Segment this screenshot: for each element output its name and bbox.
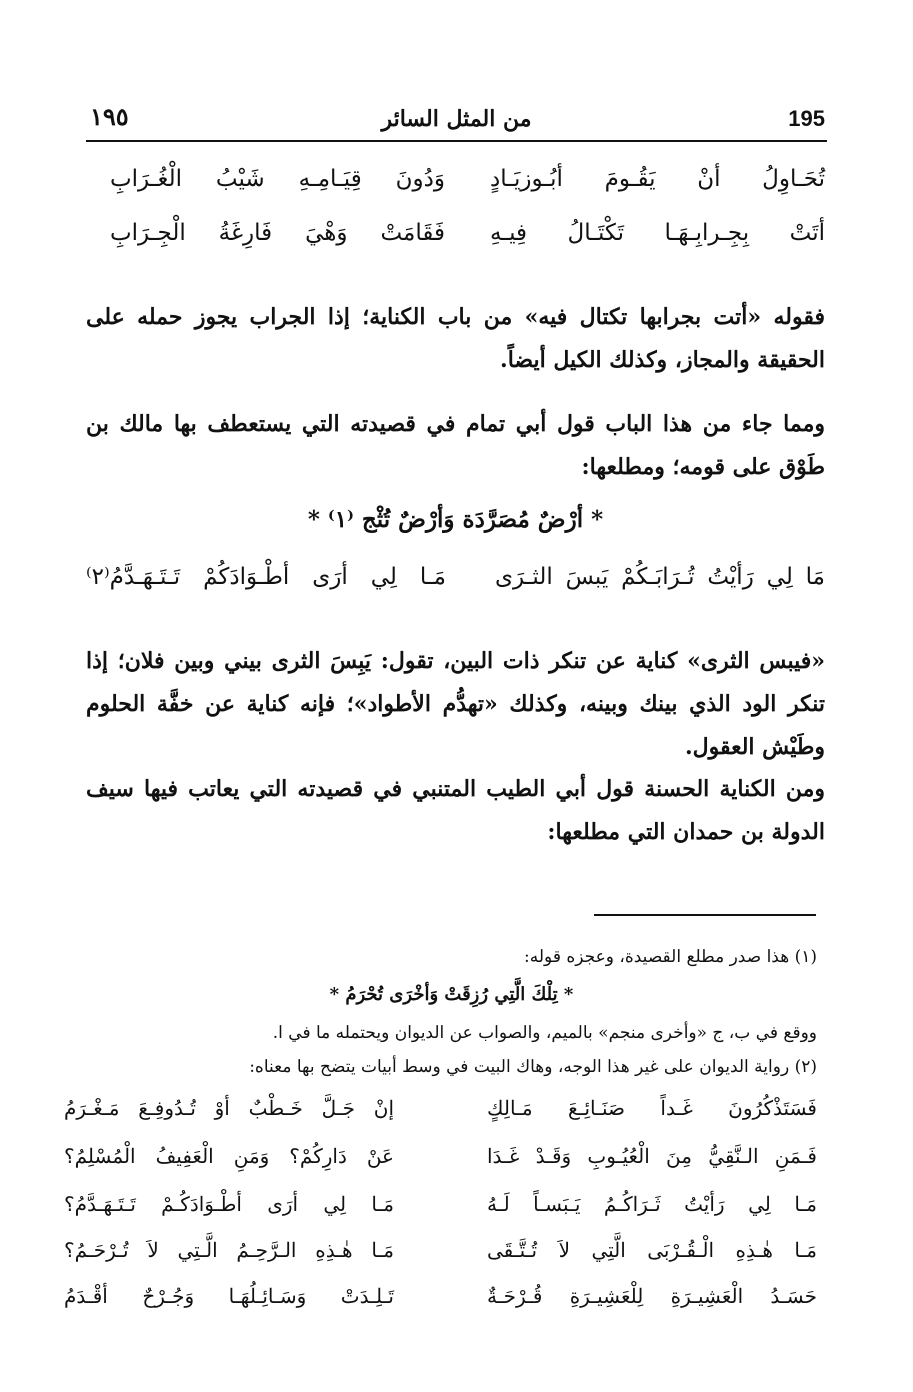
footnote-verse [64,1284,817,1318]
verse-first-hemistich: حَسَـدُ الْعَشِيـرَةِ لِلْعَشِيـرَةِ قُـرْحَـةٌ [487,1284,817,1308]
running-title: من المثل السائر [381,106,532,132]
verse-second-hemistich: وَدُونَ قِيَـامِـهِ شَيْبُ الْغُـرَابِ [110,166,445,192]
footnote-2-line: (٢) رواية الديوان على غير هذا الوجه، وهاك البيت في وسط أبيات يتضح بها معناه: [249,1057,817,1077]
verse-first-hemistich: فَسَتَذْكُرُونَ غَـداً صَنَـائِـعَ مَـالِكٍ [487,1096,817,1120]
verse-first-hemistich: مَـا لِي رَأيْتُ ثَـرَاكُـمُ يَـبَسـاً لَـهُ [487,1192,817,1216]
footnote-verse [64,1238,817,1272]
hemistich-quote: * أرْضٌ مُصَرَّدَة وَأرْضٌ تُثْج ⁽١⁾ * [307,506,604,533]
verse-line [86,564,825,604]
verse-first-hemistich: مَـا هٰـذِهِ الْـقُـرْبَى الَّتِي لاَ تُـتَّـقَى [487,1238,817,1262]
verse-first-hemistich: أتَتْ بِجِـرابِـهَـا تَكْتَـالُ فِيـهِ [490,220,825,246]
verse-second-hemistich: مَـا لِي أرَى أطْـوَادَكُـمْ تَـتَـهَـدَّمُ؟ [64,1192,394,1216]
footnote-verse [64,1192,817,1226]
page-number-latin: 195 [788,106,825,131]
verse-first-hemistich: تُحَـاوِلُ أنْ يَقُـومَ أبُـوزيَـادٍ [490,166,825,192]
verse-second-hemistich: مَـا لِي أرَى أطْـوَادَكُمْ تَـتَـهَـدَّمُ⁽٢⁾ [86,564,446,590]
verse-first-hemistich: مَا لِي رَأيْتُ تُـرَابَـكُمْ يَبسَ الثـرَى [495,564,825,590]
verse-line [110,220,825,260]
verse-second-hemistich: تَـلِـدَتْ وَسَـائِـلُهَـا وَجُـرْحٌ أقْـدَمُ [64,1284,394,1308]
paragraph-explanation: «فيبس الثرى» كناية عن تنكر ذات البين، تقول: يَبِسَ الثرى بيني وبين فلان؛ إذا تنكر الود الذي بينك وبينه، وكذلك «تهدُّم الأطواد»؛ فإنه كناية عن خفَّة الحلوم وطَيْش العقول. [86,648,825,760]
paragraph-abu-tammam-intro: ومما جاء من هذا الباب قول أبي تمام في قصيدته التي يستعطف بها مالك بن طَوْق على قومه؛ ومطلعها: [86,411,825,480]
footnote-rule [594,914,816,916]
verse-second-hemistich: عَنْ دَارِكُمْ؟ وَمَنِ الْعَفِيفُ الْمُسْلِمُ؟ [64,1144,394,1168]
verse-line [110,166,825,206]
verse-first-hemistich: فَـمَنِ الـنَّقِيُّ مِنَ الْعُيُـوبِ وَقَـدْ غَـدَا [487,1144,817,1168]
verse-second-hemistich: فَقَامَتْ وَهْيَ فَارِغَةُ الْجِـرَابِ [110,220,445,246]
header-rule [86,140,827,142]
page-number-arabic: ١٩٥ [90,102,129,131]
verse-second-hemistich: مَـا هٰـذِهِ الـرَّحِـمُ الَّـتِي لاَ تُـرْحَـمُ؟ [64,1238,394,1262]
footnote-verse [64,1096,817,1130]
paragraph-kinaya-jirab: فقوله «أتت بجرابها تكتال فيه» من باب الكناية؛ إذا الجراب يجوز حمله على الحقيقة والمجاز، وكذلك الكيل أيضاً. [86,304,825,373]
footnote-verse [64,1144,817,1178]
verse-second-hemistich: إنْ جَـلَّ خَـطْبٌ أوْ تُـدُوفِـعَ مَـغْـرَمُ [64,1096,394,1120]
footnote-1-line: (١) هذا صدر مطلع القصيدة، وعجزه قوله: [524,947,817,967]
footnote-1-note: ووقع في ب، ج «وأخرى منجم» بالميم، والصواب عن الديوان ويحتمله ما في ا. [272,1023,817,1043]
paragraph-mutanabbi-intro: ومن الكناية الحسنة قول أبي الطيب المتنبي في قصيدته التي يعاتب فيها سيف الدولة بن حمدان التي مطلعها: [86,776,825,845]
footnote-1-verse: * تِلْكَ الَّتِي رُزِقَتْ وَأخْرَى تُحْرَمُ * [329,984,574,1005]
